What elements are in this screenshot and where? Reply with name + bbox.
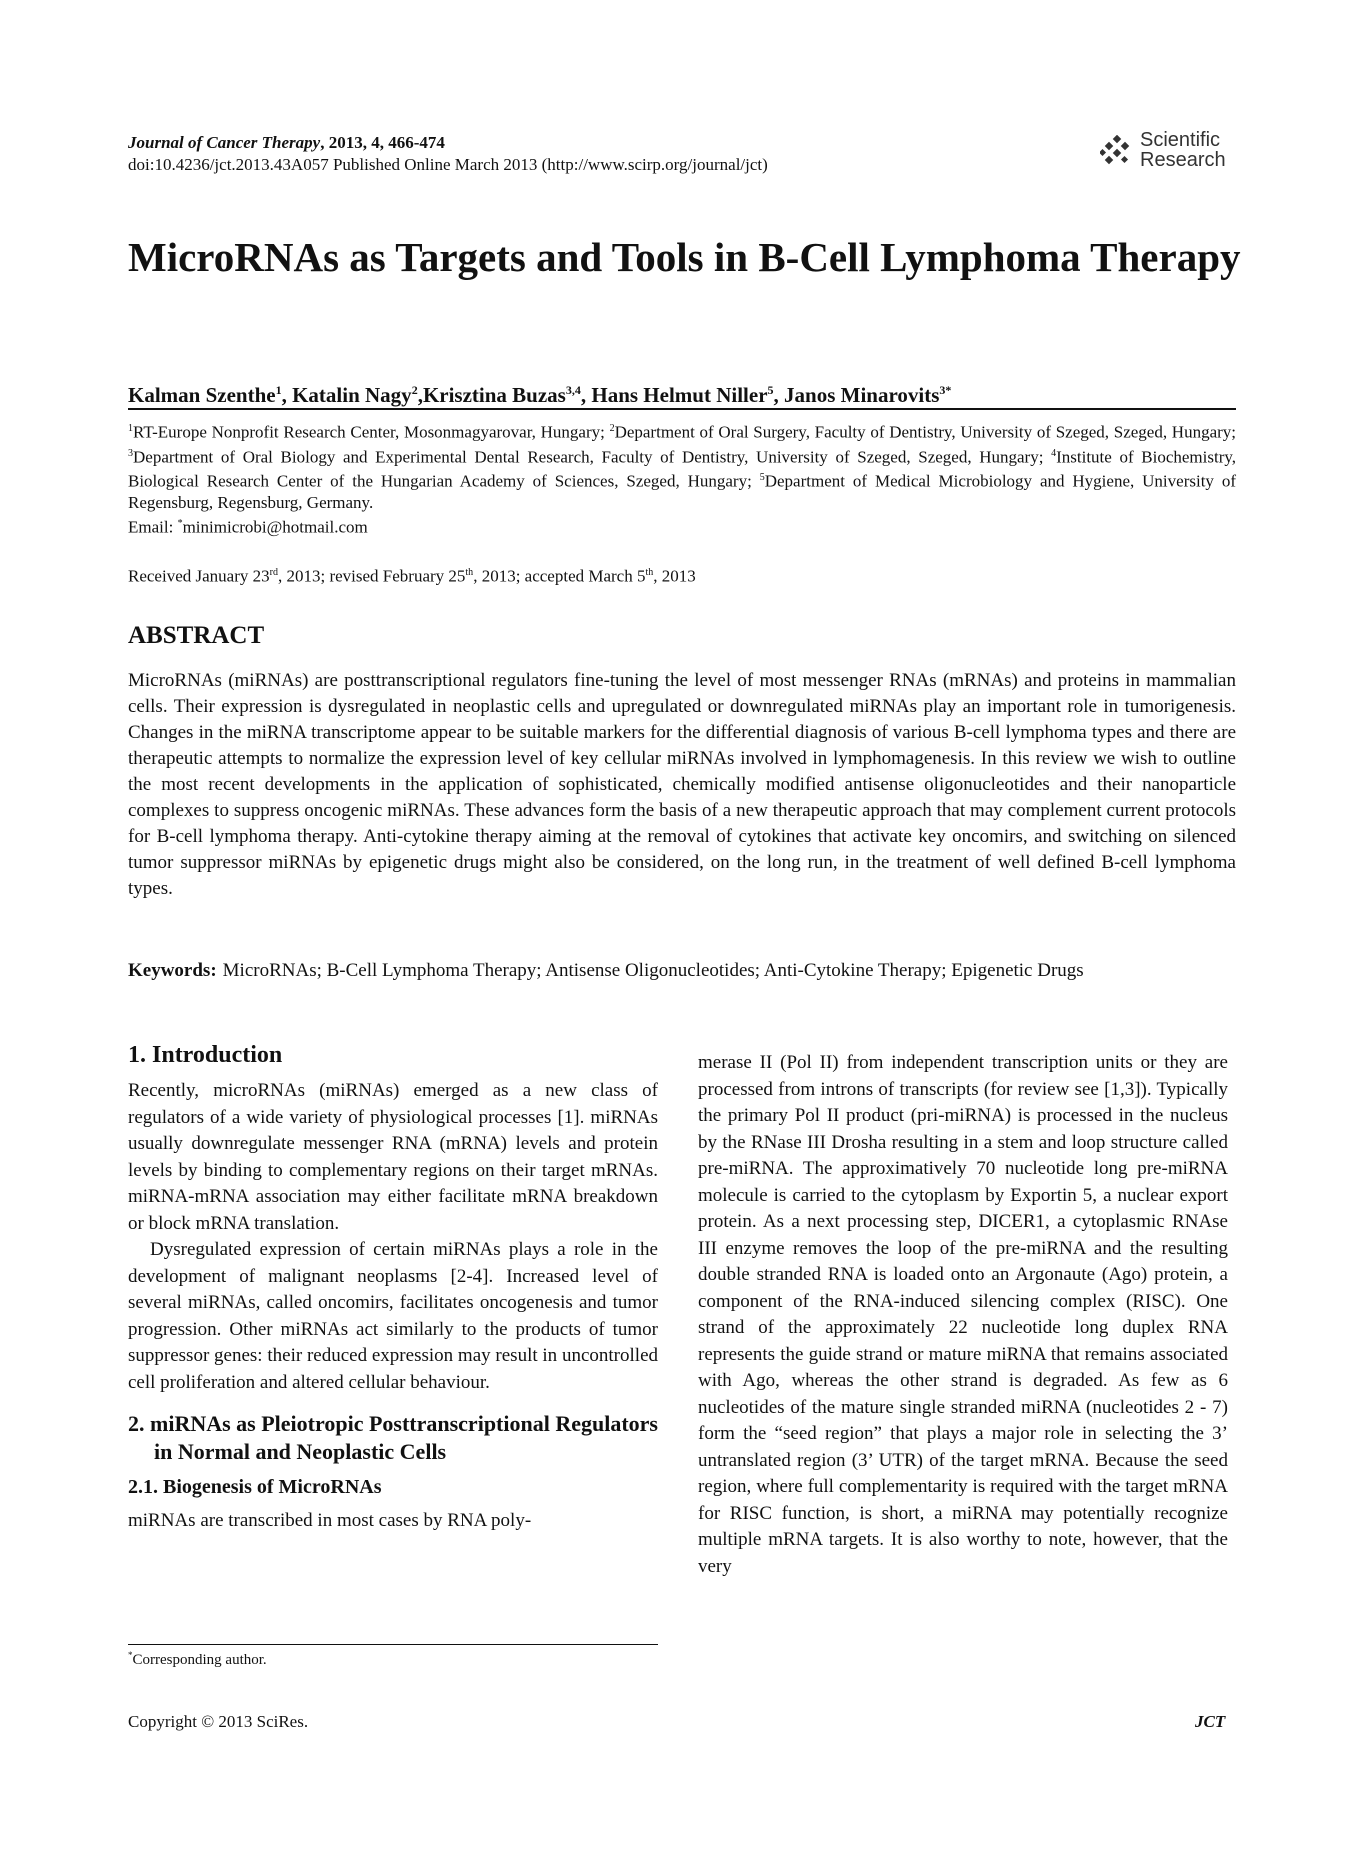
- intro-paragraph-1: Recently, microRNAs (miRNAs) emerged as a new class of regulators of a wide variety of physiological processes [1]. miRNAs usually downregulate messenger RNA (mRNA) levels and protein levels by binding to complementary regions on their target mRNAs. miRNA-mRNA association may either facilitate mRNA breakdown or block mRNA translation.: [128, 1080, 658, 1234]
- footnote-rule: [128, 1644, 658, 1645]
- abstract-heading: ABSTRACT: [128, 622, 265, 649]
- author: Hans Helmut Niller$^5$,: [591, 383, 785, 407]
- journal-header: [128, 132, 768, 176]
- author-rule: [128, 408, 1236, 410]
- author: Janos Minarovits$^{3*}$: [784, 383, 952, 407]
- left-column: [128, 1040, 658, 1535]
- publisher-logo: [1100, 130, 1226, 170]
- doi-line: doi:10.4236/jct.2013.43A057 Published Online March 2013 (http://www.scirp.org/journal/jct): [128, 155, 768, 174]
- received-dates: Received January 23rd, 2013; revised February 25th, 2013; accepted March 5th, 2013: [128, 566, 696, 586]
- author: Katalin Nagy$^2$,: [292, 383, 423, 407]
- footnote: *Corresponding author.: [128, 1650, 267, 1668]
- scientific-research-logo-icon: [1100, 135, 1134, 165]
- section-2-1-heading: 2.1. Biogenesis of MicroRNAs: [128, 1476, 382, 1498]
- logo-line-1: Scientific: [1140, 129, 1221, 151]
- keywords: [128, 958, 1236, 984]
- section-2-heading: 2. miRNAs as Pleiotropic Posttranscriptional Regulators in Normal and Neoplastic Cells: [128, 1411, 658, 1464]
- logo-line-2: Research: [1140, 149, 1226, 171]
- journal-abbrev-footer: JCT: [1195, 1712, 1226, 1731]
- affiliations: $^1$RT-Europe Nonprofit Research Center, Mosonmagyarovar, Hungary; $^2$Department of Oral Surgery, Faculty of Dentistry, University of Szeged, Szeged, Hungary; $^3$Department of Oral Biology and Experimental Dental Research, Faculty of Dentistry, University of Szeged, Szeged, Hungary; $^4$Institute of Biochemistry, Biological Research Center of the Hungarian Academy of Sciences, Szeged, Hungary; $^5$Department of Medical Microbiology and Hygiene, University of Regensburg, Regensburg, Germany. Email: *minimicrobi@hotmail.com: [128, 422, 1237, 537]
- keywords-label: Keywords:: [128, 960, 217, 981]
- biogenesis-paragraph-continued: merase II (Pol II) from independent transcription units or they are processed from introns of transcripts (for review see [1,3]). Typically the primary Pol II product (pri-miRNA) is processed in the nucleus by the RNase III Drosha resulting in a stem and loop structure called pre-miRNA. The approximatively 70 nucleotide long pre-miRNA molecule is carried to the cytoplasm by Exportin 5, a nuclear export protein. As a next processing step, DICER1, a cytoplasmic RNAse III enzyme removes the loop of the pre-miRNA and the resulting double stranded RNA is loaded onto an Argonaute (Ago) protein, a component of the RNA-induced silencing complex (RISC). One strand of the approximately 22 nucleotide long duplex RNA represents the guide strand or mature miRNA that remains associated with Ago, whereas the other strand is degraded. As few as 6 nucleotides of the mature single stranded miRNA (nucleotides 2 - 7) form the “seed region” that plays a major role in selecting the 3’ untranslated region (3’ UTR) of the target mRNA. Because the seed region, where full complementarity is required with the target mRNA for RISC function, is short, a miRNA may potentially recognize multiple mRNA targets. It is also worthy to note, however, that the very: [698, 1052, 1228, 1577]
- author: Kalman Szenthe$^1$,: [128, 383, 293, 407]
- paper-title: MicroRNAs as Targets and Tools in B-Cell Lymphoma Therapy: [128, 234, 1241, 280]
- right-column: [698, 1050, 1228, 1580]
- author: Krisztina Buzas$^{3,4}$,: [422, 383, 592, 407]
- journal-name: Journal of Cancer Therapy: [128, 133, 321, 152]
- section-1-heading: 1. Introduction: [128, 1042, 283, 1068]
- email-address[interactable]: minimicrobi@hotmail.com: [182, 517, 368, 537]
- intro-paragraph-2: Dysregulated expression of certain miRNAs plays a role in the development of malignant neoplasms [2-4]. Increased level of several miRNAs, called oncomirs, facilitates oncogenesis and tumor progression. Other miRNAs act similarly to the products of tumor suppressor genes: their reduced expression may result in uncontrolled cell proliferation and altered cellular behaviour.: [128, 1239, 658, 1393]
- abstract-text: MicroRNAs (miRNAs) are posttranscriptional regulators fine-tuning the level of most messenger RNAs (mRNAs) and proteins in mammalian cells. Their expression is dysregulated in neoplastic cells and upregulated or downregulated miRNAs play an important role in tumorigenesis. Changes in the miRNA transcriptome appear to be suitable markers for the differential diagnosis of various B-cell lymphoma types and there are therapeutic attempts to normalize the expression level of key cellular miRNAs involved in lymphomagenesis. In this review we wish to outline the most recent developments in the application of sophisticated, chemically modified antisense oligonucleotides and their nanoparticle complexes to suppress oncogenic miRNAs. These advances form the basis of a new therapeutic approach that may complement current protocols for B-cell lymphoma therapy. Anti-cytokine therapy aiming at the removal of cytokines that activate key oncomirs, and switching on silenced tumor suppressor miRNAs by epigenetic drugs might also be considered, on the long run, in the treatment of well defined B-cell lymphoma types.: [128, 670, 1236, 899]
- copyright-footer: Copyright © 2013 SciRes.: [128, 1712, 309, 1731]
- keywords-text: MicroRNAs; B-Cell Lymphoma Therapy; Antisense Oligonucleotides; Anti-Cytokine Therapy; Epigenetic Drugs: [222, 960, 1084, 981]
- biogenesis-paragraph-start: miRNAs are transcribed in most cases by RNA poly-: [128, 1510, 532, 1531]
- email-line: Email: *minimicrobi@hotmail.com: [128, 517, 368, 537]
- author-list: [128, 376, 1238, 409]
- journal-volume: , 2013, 4, 466-474: [320, 133, 445, 152]
